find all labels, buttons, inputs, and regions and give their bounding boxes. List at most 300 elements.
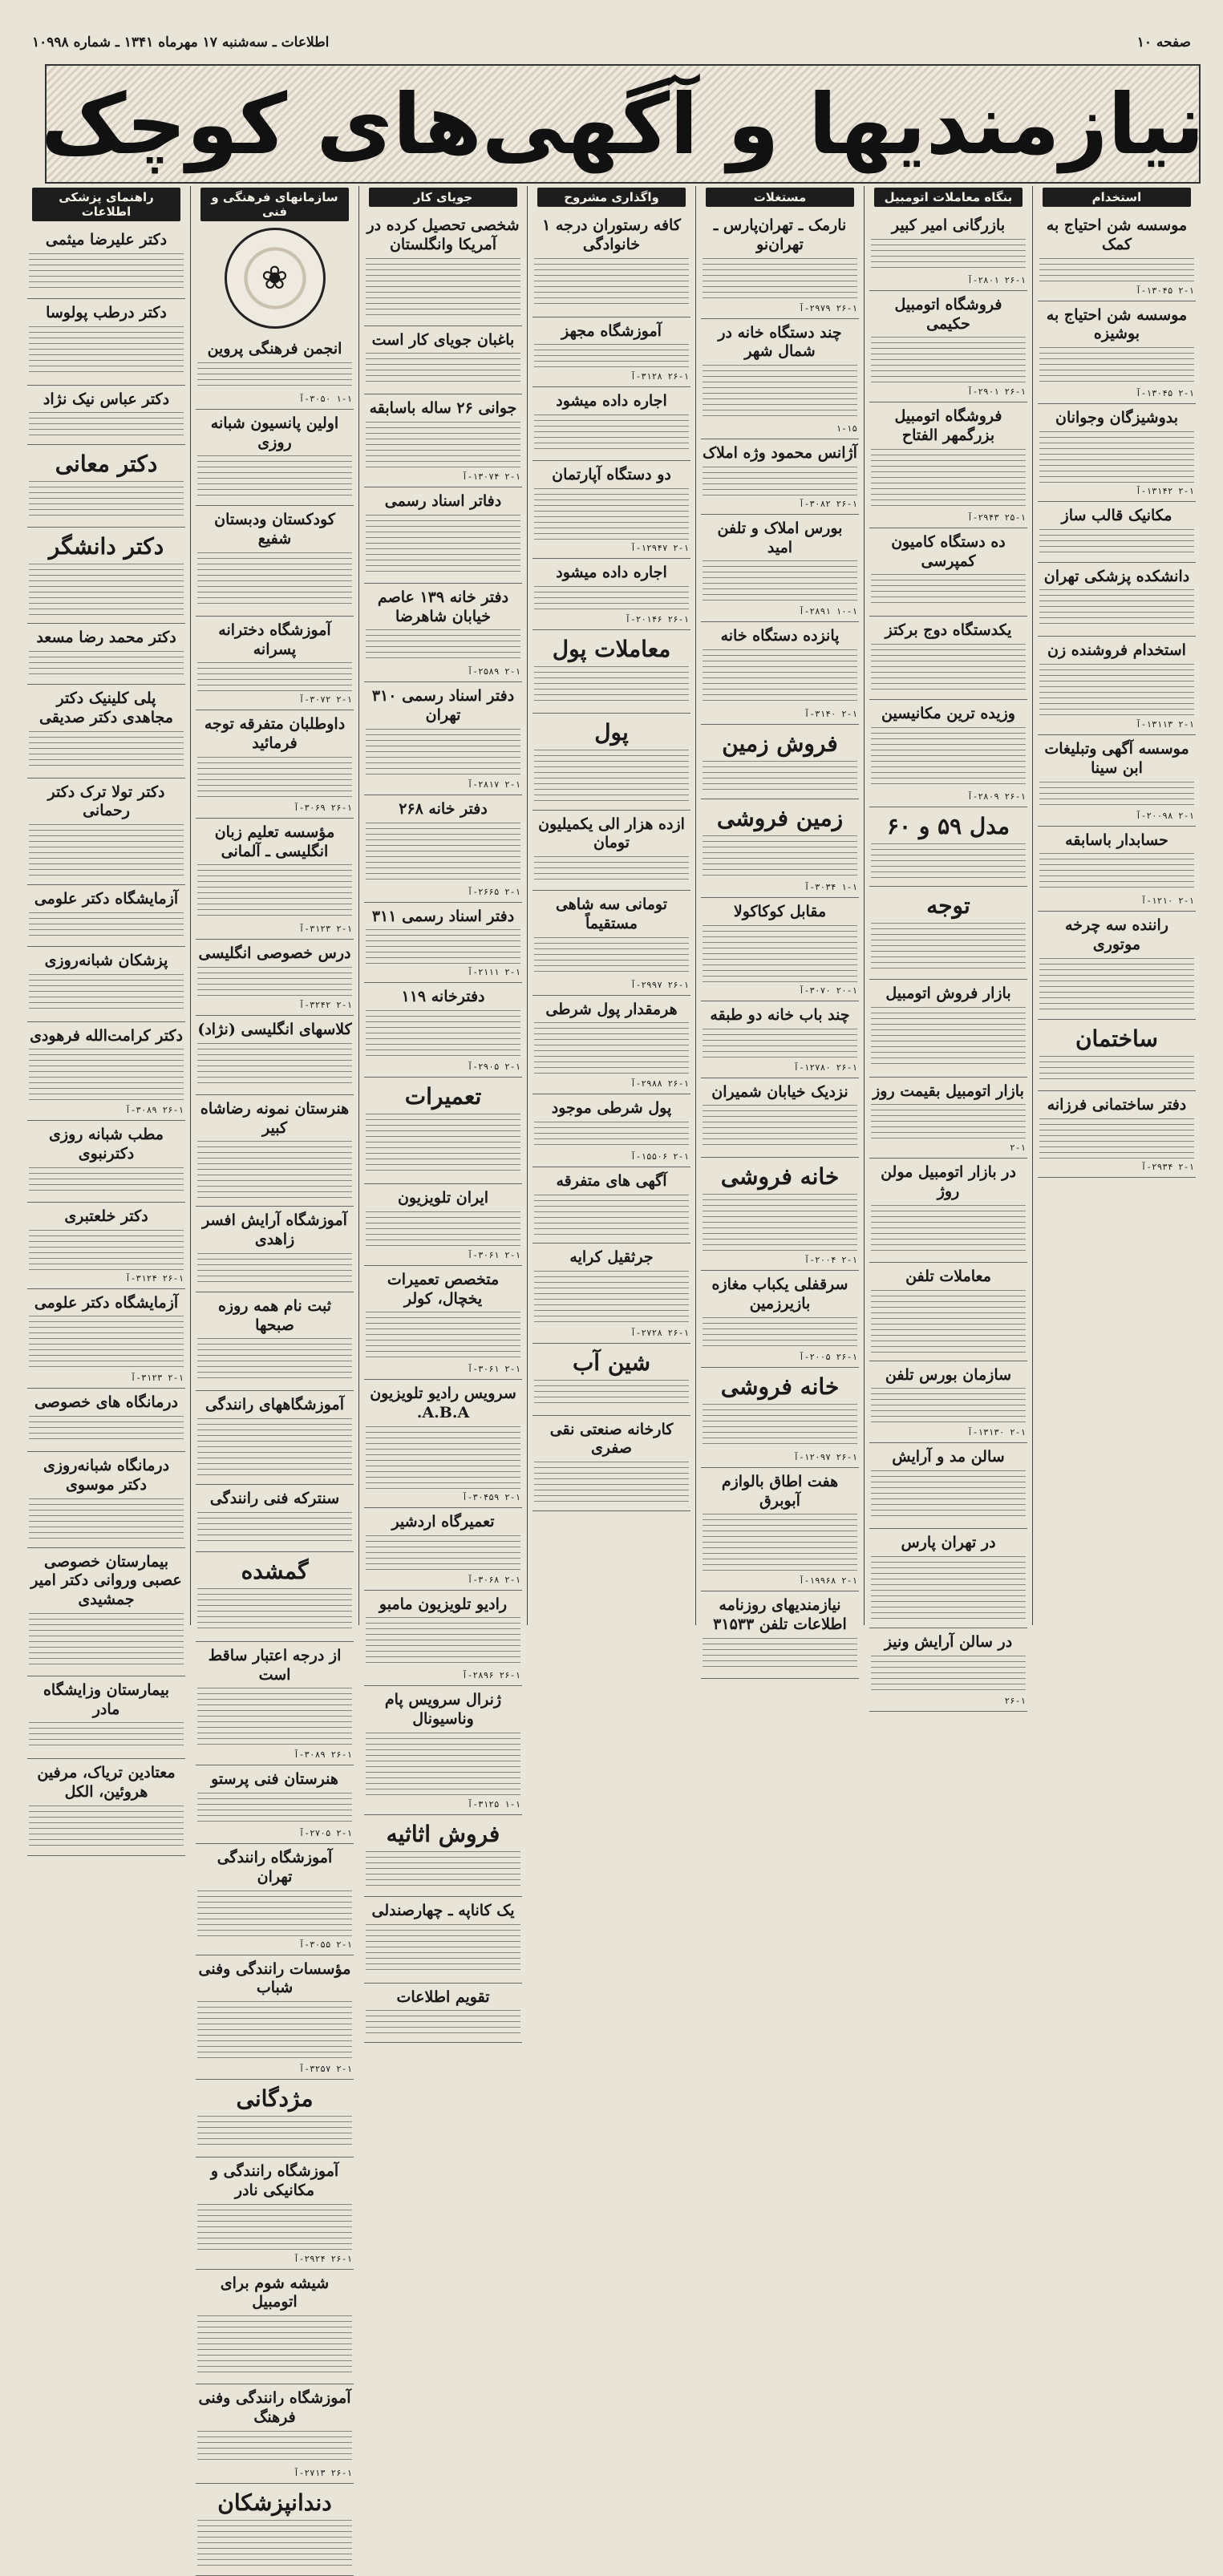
- ad-body-text: [29, 1613, 184, 1668]
- ad-title: موسسه شن احتیاج به بوشیزه: [1046, 305, 1188, 343]
- ad-title: حسابدار باسابقه: [1065, 831, 1168, 849]
- ad-title: نزدیک خیابان شمیران: [711, 1082, 848, 1101]
- ad-code: ۲-۱ ۲۵۸۹-آ: [467, 666, 520, 677]
- ad-title: سنترکه فنی رانندگی: [209, 1490, 340, 1507]
- ad-title: مژدگانی: [236, 2085, 314, 2112]
- ad-title: نارمک ـ تهران‌پارس ـ تهران‌نو: [713, 216, 847, 253]
- ad-body-text: [366, 422, 520, 468]
- column-heading: بنگاه معاملات اتومبیل: [874, 188, 1023, 207]
- ad-body-text: [534, 937, 689, 977]
- ad-body-text: [871, 843, 1026, 878]
- ad-body-text: [871, 1388, 1026, 1424]
- classified-ad: [701, 1271, 859, 1368]
- ad-body-text: [197, 2431, 352, 2465]
- ad-body-text: [29, 481, 184, 519]
- ad-body-text: [703, 560, 857, 603]
- ad-title: استخدام فروشنده زن: [1047, 641, 1186, 660]
- ad-title: تعمیرگاه اردشیر: [391, 1512, 495, 1531]
- classified-ad: [533, 1244, 690, 1344]
- ad-title: راننده سه چرخه موتوری: [1065, 916, 1168, 953]
- ad-code: ۲-۱: [1010, 1142, 1026, 1154]
- column-heading: واگذاری مشروح: [537, 188, 686, 207]
- classified-ad: [196, 506, 354, 617]
- ad-code: ۲-۱ ۳۱۲۳-آ: [130, 1373, 184, 1384]
- classified-ad: [869, 291, 1027, 403]
- classified-ad: [196, 1095, 354, 1207]
- ad-title: موسسه آگهی وتبلیغات ابن سینا: [1044, 740, 1189, 777]
- ad-title: دکتر عباس نیک نژاد: [43, 390, 170, 408]
- ad-body-text: [366, 1535, 520, 1571]
- ad-body-text: [534, 344, 689, 368]
- ad-body-text: [366, 729, 520, 776]
- ad-title: ژنرال سرویس پام وناسیونال: [384, 1691, 502, 1728]
- ad-title: فروشگاه اتومبیل حکیمی: [894, 295, 1002, 333]
- ad-column: [358, 186, 527, 2006]
- ad-title: مطب شبانه روزی دکترنبوی: [49, 1126, 164, 1163]
- ad-body-text: [534, 856, 689, 882]
- classified-ad: [701, 622, 859, 725]
- classified-ad: [196, 819, 354, 940]
- ad-code: ۲-۱ ۲۷۰۵-آ: [298, 1828, 352, 1838]
- column-heading: جویای کار: [369, 188, 517, 207]
- ad-title: دکتر درطب پولوسا: [46, 303, 167, 321]
- classified-ad: [364, 1266, 522, 1381]
- classified-ad: [869, 617, 1027, 700]
- ad-code: ۲-۱ ۲۹۳۴-آ: [1140, 1161, 1194, 1172]
- classified-ad: [27, 1548, 185, 1676]
- ad-title: چند باب خانه دو طبقه: [710, 1005, 850, 1024]
- classified-ad: [27, 778, 185, 886]
- ad-title: دکتر کرامت‌الله فرهودی: [30, 1026, 183, 1045]
- ad-title: هفت اطاق بالوازم آبوبرق: [721, 1472, 839, 1510]
- column-heading: استخدام: [1043, 188, 1191, 207]
- ad-body-text: [871, 644, 1026, 691]
- ad-column: [864, 186, 1032, 1706]
- ad-code: ۲-۱ ۳۰۶۸-آ: [467, 1574, 520, 1585]
- ad-title: اولین پانسیون شبانه روزی: [210, 414, 339, 451]
- ad-code: ۲۶-۱ ۱۲۷۸۰-آ: [793, 1062, 857, 1073]
- ad-body-text: [703, 1317, 857, 1349]
- ad-title: فروشگاه اتومبیل بزرگمهر الفتاح: [894, 407, 1002, 444]
- ad-body-text: [197, 757, 352, 799]
- ad-title: دفاتر اسناد رسمی: [384, 492, 502, 510]
- ad-title: معتادین تریاک، مرفین هروئین، الکل: [37, 1764, 176, 1801]
- classified-ad: [1038, 735, 1196, 827]
- classified-ad: [196, 2157, 354, 2270]
- ad-code: ۲-۱ ۲۶۶۵-آ: [467, 886, 520, 897]
- classified-ad: [533, 461, 690, 559]
- classified-ad: [533, 1416, 690, 1512]
- ad-body-text: [1039, 431, 1194, 483]
- classified-ad: [533, 630, 690, 714]
- ad-body-text: [1039, 782, 1194, 807]
- ad-body-text: [534, 1195, 689, 1235]
- ad-body-text: [871, 337, 1026, 383]
- ad-title: درمانگاه های خصوصی: [34, 1393, 179, 1412]
- ad-body-text: [197, 2001, 352, 2060]
- ad-title: شیشه شوم برای اتومبیل: [220, 2274, 330, 2311]
- ad-body-text: [29, 412, 184, 436]
- classified-ad: [27, 1452, 185, 1548]
- ad-title: آموزشگاه دخترانه پسرانه: [218, 621, 331, 658]
- ad-body-text: [197, 864, 352, 920]
- ad-column: [527, 186, 695, 1625]
- ad-title: پانزده دستگاه خانه: [720, 627, 840, 645]
- ad-code: ۲-۱ ۳۲۵۷-آ: [298, 2064, 352, 2074]
- ad-title: پول شرطی موجود: [551, 1099, 672, 1118]
- ad-body-text: [29, 1806, 184, 1847]
- ad-body-text: [197, 362, 352, 390]
- ad-title: مکانیک قالب ساز: [1061, 506, 1172, 524]
- classified-ad: [869, 1078, 1027, 1159]
- ad-body-text: [197, 2315, 352, 2376]
- ad-title: نیازمندیهای روزنامه اطلاعات تلفن ۳۱۵۳۳: [713, 1596, 847, 1633]
- ad-body-text: [29, 1416, 184, 1443]
- ad-title: دکتر تولا ترک دکتر رحمانی: [47, 783, 165, 820]
- ad-body-text: [197, 1338, 352, 1382]
- ad-code: ۲-۱ ۲۰۰۴-آ: [804, 1255, 857, 1266]
- ad-code: ۲۶-۱ ۲۸۹۶-آ: [462, 1670, 520, 1681]
- classified-ad: [1038, 212, 1196, 301]
- classified-ad: [701, 1078, 859, 1159]
- ad-title: فروش زمین: [722, 730, 838, 757]
- ad-title: آموزشگاه مجهز: [561, 321, 662, 340]
- classified-ad: [533, 387, 690, 461]
- classified-ad: [533, 317, 690, 388]
- column-heading: راهنمای پزشکی اطلاعات: [32, 188, 180, 221]
- ad-title: دندانپزشکان: [217, 2489, 332, 2516]
- ad-title: بازار فروش اتومبیل: [885, 984, 1011, 1002]
- ad-title: آموزشگاه رانندگی وفنی فرهنگ: [198, 2389, 351, 2426]
- ad-body-text: [29, 1049, 184, 1102]
- ad-title: معاملات پول: [552, 635, 671, 662]
- ad-title: دو دستگاه آپارتمان: [552, 466, 671, 483]
- ad-title: موسسه شن احتیاج به کمک: [1046, 216, 1188, 253]
- ad-body-text: [871, 923, 1026, 971]
- classified-ad: [869, 700, 1027, 807]
- classified-ad: [364, 1380, 522, 1508]
- ad-body-text: [366, 1114, 520, 1175]
- classified-ad: [869, 1529, 1027, 1628]
- ad-body-text: [703, 1105, 857, 1149]
- ad-body-text: [534, 1271, 689, 1324]
- ad-code: ۱-۱۵: [836, 423, 857, 434]
- ad-code: ۱-۱ ۳۱۲۵-آ: [467, 1798, 520, 1810]
- ad-body-text: [871, 727, 1026, 788]
- classified-ad: [533, 1167, 690, 1244]
- classified-ad: [27, 1022, 185, 1122]
- ad-title: آموزشگاه رانندگی تهران: [217, 1849, 333, 1886]
- classified-ad: [196, 2270, 354, 2385]
- ad-title: متخصص تعمیرات یخچال، کولر: [387, 1270, 500, 1308]
- column-heading: مستغلات: [706, 188, 854, 207]
- classified-ad: [869, 212, 1027, 291]
- classified-ad: [701, 515, 859, 623]
- ad-title: مدل ۵۹ و ۶۰: [887, 812, 1010, 839]
- ad-body-text: [703, 467, 857, 495]
- ad-title: کلاسهای انگلیسی (نژاد): [197, 1021, 352, 1038]
- ad-body-text: [534, 415, 689, 452]
- ad-title: کافه رستوران درجه ۱ خانوادگی: [542, 216, 681, 253]
- classified-ad: [27, 1289, 185, 1389]
- ad-title: زمین فروشی: [716, 805, 844, 831]
- ad-title: آزمایشگاه دکتر علومی: [34, 890, 179, 908]
- ad-body-text: [1039, 664, 1194, 716]
- ad-code: ۲-۱ ۱۳۰۴۵-آ: [1136, 388, 1194, 398]
- ad-code: ۲۶-۱ ۲۰۱۴۶-آ: [625, 613, 689, 625]
- ad-body-text: [366, 1733, 520, 1796]
- ad-title: آموزشگاه آرایش افسر زاهدی: [202, 1211, 347, 1248]
- ad-body-text: [1039, 589, 1194, 628]
- ad-body-text: [197, 455, 352, 497]
- classified-ad: [869, 887, 1027, 980]
- ad-title: مقابل کوکاکولا: [733, 903, 827, 920]
- ad-title: بورس املاک و تلفن امید: [717, 519, 843, 556]
- ad-code: ۲۶-۱ ۱۲۰۹۷-آ: [793, 1451, 857, 1462]
- ad-body-text: [366, 823, 520, 884]
- ad-title: دفتر خانه ۲۶۸: [399, 799, 488, 818]
- ad-body-text: [871, 1656, 1026, 1692]
- ad-body-text: [197, 2116, 352, 2149]
- ad-code: ۲-۱ ۳۱۴۰-آ: [804, 709, 857, 719]
- classified-ad: [869, 528, 1027, 617]
- classified-ad: [701, 1468, 859, 1592]
- classified-ad: [869, 807, 1027, 887]
- ad-code: ۲-۱ ۱۲۹۴۷-آ: [630, 542, 689, 553]
- ad-body-text: [366, 1312, 520, 1361]
- classified-ad: [196, 1207, 354, 1292]
- ad-title: سالن مد و آرایش: [892, 1448, 1005, 1466]
- classified-ad: [533, 1344, 690, 1416]
- ad-code: ۲۶-۱ ۲۷۲۸-آ: [630, 1327, 689, 1338]
- ad-code: ۲۶-۱ ۲۸۰۹-آ: [967, 791, 1026, 802]
- classified-ad: [196, 410, 354, 507]
- classified-ad: [27, 1676, 185, 1760]
- ad-code: ۲۰-۱ ۳۰۷۰-آ: [799, 985, 857, 996]
- ad-title: یکدستگاه دوج برکتز: [885, 621, 1012, 640]
- classified-ad: [1038, 827, 1196, 912]
- page-header-line: [32, 32, 1191, 53]
- culture-emblem-icon: ❀: [225, 228, 326, 329]
- ad-body-text: [366, 515, 520, 575]
- column-heading: سازمانهای فرهنگی و فنی: [200, 188, 349, 221]
- ad-code: ۲۶-۱ ۳۱۲۴-آ: [125, 1272, 184, 1284]
- classified-ad: [27, 386, 185, 446]
- ad-code: ۲-۱ ۱۹۹۶۸-آ: [799, 1575, 857, 1587]
- classified-ad: [364, 394, 522, 487]
- ad-body-text: [29, 974, 184, 1013]
- ad-body-text: [703, 1029, 857, 1059]
- classified-ad: [364, 1815, 522, 1897]
- ad-body-text: [534, 1462, 689, 1502]
- ad-body-text: [197, 662, 352, 691]
- ad-title: در بازار اتومبیل مولن روژ: [881, 1163, 1016, 1200]
- ad-title: آموزشگاه رانندگی و مکانیکی نادر: [210, 2162, 339, 2199]
- ad-title: رادیو تلویزیون مامبو: [379, 1595, 508, 1613]
- ad-body-text: [534, 666, 689, 705]
- ad-title: در سالن آرایش ونیز: [884, 1632, 1013, 1651]
- ad-code: ۱-۱ ۳۰۳۴-آ: [804, 882, 857, 892]
- classified-ad: [27, 528, 185, 624]
- ad-code: ۲۶-۱ ۲۷۱۳-آ: [294, 2467, 352, 2478]
- classified-ad: [869, 1361, 1027, 1444]
- classified-ad: [701, 319, 859, 440]
- ad-code: ۲-۱ ۱۳۱۱۳-آ: [1136, 719, 1194, 730]
- classified-ad: [533, 559, 690, 630]
- ad-code: ۲-۱ ۲۹۰۵-آ: [467, 1062, 520, 1072]
- ad-body-text: [366, 1426, 520, 1489]
- ad-body-text: [1039, 258, 1194, 282]
- ad-body-text: [197, 1141, 352, 1198]
- ad-code: ۲-۱ ۳۰۷۲-آ: [298, 694, 352, 706]
- ad-body-text: [703, 649, 857, 706]
- ad-title: وزیده ترین مکانیسین: [881, 705, 1015, 722]
- ad-body-text: [197, 1418, 352, 1476]
- classified-ad: [869, 1628, 1027, 1712]
- ad-title: مؤسسه تعلیم زبان انگلیسی ـ آلمانی: [214, 823, 335, 860]
- ad-title: اجاره داده میشود: [556, 392, 667, 410]
- classified-ad: [364, 584, 522, 683]
- ad-body-text: [29, 1722, 184, 1750]
- classified-ad: [196, 1016, 354, 1095]
- ad-body-text: [366, 1617, 520, 1667]
- ad-title: پزشکان شبانه‌روزی: [44, 951, 168, 969]
- ad-body-text: [366, 929, 520, 964]
- ad-title: دکتر علیرضا میثمی: [45, 231, 168, 249]
- ad-title: انجمن فرهنگی پروین: [207, 340, 342, 358]
- ad-title: درس خصوصی انگلیسی: [198, 944, 351, 963]
- classified-ad: [196, 1391, 354, 1485]
- ad-title: آموزشگاههای رانندگی: [205, 1396, 345, 1414]
- ad-title: توجه: [926, 892, 970, 919]
- ad-title: گمشده: [241, 1557, 309, 1584]
- ad-title: درمانگاه شبانه‌روزی دکتر موسوی: [43, 1457, 170, 1494]
- ad-body-text: [29, 1230, 184, 1270]
- banner-title: نیازمندیها و آگهی‌های کوچک: [41, 75, 1205, 173]
- ad-body-text: [197, 1043, 352, 1086]
- classified-ad: [1038, 404, 1196, 502]
- classified-ad: [27, 685, 185, 778]
- ad-body-text: [197, 2204, 352, 2250]
- ad-body-text: [703, 365, 857, 420]
- classified-ad: [701, 725, 859, 799]
- ad-body-text: [871, 1205, 1026, 1254]
- ad-title: آژانس محمود وژه املاک: [703, 444, 857, 462]
- ad-code: ۲۶-۱ ۲۹۲۴-آ: [294, 2253, 352, 2264]
- classified-ad: [196, 335, 354, 410]
- ad-body-text: [703, 835, 857, 879]
- ad-body-text: [871, 1104, 1026, 1139]
- ad-code: ۲-۱ ۱۳۱۳۰-آ: [967, 1427, 1026, 1438]
- classified-ad: [196, 2080, 354, 2157]
- classified-ad: [364, 1897, 522, 1984]
- ad-code: ۲۶-۱ ۳۱۲۸-آ: [630, 371, 689, 382]
- classified-ad: [364, 487, 522, 584]
- ad-code: ۲۶-۱ ۲۹۹۷-آ: [630, 979, 689, 990]
- classified-ad: [196, 1955, 354, 2081]
- ad-body-text: [366, 258, 520, 317]
- classified-ad: [701, 799, 859, 898]
- ad-body-text: [703, 1404, 857, 1449]
- ad-body-text: [871, 449, 1026, 509]
- classified-ad: [1038, 502, 1196, 563]
- ad-code: ۲۶-۱ ۲۹۷۹-آ: [799, 302, 857, 313]
- ad-code: ۲-۱ ۲۱۱۱-آ: [467, 967, 520, 978]
- classified-ad: [533, 811, 690, 892]
- ad-title: دفتر اسناد رسمی ۳۱۱: [371, 907, 515, 925]
- ad-title: کارخانه صنعتی نقی صفری: [549, 1420, 674, 1458]
- ad-title: خانه فروشی: [720, 1373, 840, 1400]
- classified-ad: [364, 903, 522, 984]
- ad-title: شخصی تحصیل کرده در آمریکا وانگلستان: [366, 216, 520, 253]
- ad-code: ۲-۱ ۳۰۶۱-آ: [467, 1249, 520, 1260]
- ad-title: تقویم اطلاعات: [396, 1988, 490, 2006]
- ad-body-text: [197, 967, 352, 997]
- classified-ad: [196, 1642, 354, 1766]
- ad-body-text: [197, 1253, 352, 1284]
- ad-body-text: [29, 1167, 184, 1194]
- ad-title: دکتر معانی: [55, 451, 158, 478]
- ad-title: یک کاناپه ـ چهارصندلی: [371, 1901, 515, 1919]
- classified-ad: [701, 1591, 859, 1679]
- ad-title: آگهی های متفرقه: [556, 1172, 667, 1190]
- classified-ad: [533, 891, 690, 996]
- classified-ad: [364, 795, 522, 903]
- ad-body-text: [29, 253, 184, 290]
- classified-ad: [533, 714, 690, 811]
- ad-code: ۲-۱ ۲۸۱۷-آ: [467, 778, 520, 790]
- ad-body-text: [1039, 853, 1194, 892]
- ad-body-text: [871, 1290, 1026, 1353]
- ad-title: دکتر دانشگر: [48, 533, 164, 560]
- classified-ad: [27, 947, 185, 1022]
- ad-body-text: [197, 1688, 352, 1746]
- classified-ad: [364, 326, 522, 395]
- classified-ad: [701, 1158, 859, 1271]
- ad-body-text: [871, 1556, 1026, 1620]
- ad-title: بدوشیزگان وجوانان: [1055, 409, 1179, 427]
- ad-body-text: [1039, 1118, 1194, 1159]
- classified-ad: [869, 402, 1027, 528]
- ad-title: ازده هزار الی یکمیلیون تومان: [538, 815, 685, 852]
- classified-ad: [1038, 1091, 1196, 1178]
- ad-code: ۲۶-۱: [1004, 1695, 1026, 1706]
- ad-body-text: [29, 564, 184, 615]
- ad-code: ۲۶-۱ ۳۰۶۹-آ: [294, 802, 352, 813]
- classified-ad: [364, 1591, 522, 1687]
- ad-title: اجاره داده میشود: [556, 563, 667, 581]
- ad-code: ۲-۱ ۳۰۴۵۹-آ: [462, 1491, 520, 1502]
- ad-title: سرقفلی یکباب مغازه بازیرزمین: [711, 1276, 848, 1312]
- ad-title: ده دستگاه کامیون کمپرسی: [891, 532, 1006, 570]
- ad-body-text: [366, 353, 520, 386]
- ad-title: پول: [594, 718, 629, 746]
- ad-title: خانه فروشی: [720, 1163, 840, 1191]
- ad-code: ۲-۱ ۲۰۰۹۸-آ: [1136, 810, 1194, 821]
- ad-body-text: [29, 326, 184, 377]
- classified-ad: [364, 1508, 522, 1591]
- ad-title: دانشکده پزشکی تهران: [1043, 567, 1190, 585]
- classified-ad: [701, 1001, 859, 1078]
- ad-title: دفتر خانه ۱۳۹ عاصم خیابان شاهرضا: [377, 588, 509, 625]
- page-number: صفحه ۱۰: [1136, 34, 1191, 51]
- classified-ad: [27, 445, 185, 528]
- classified-ad: [364, 1078, 522, 1184]
- ad-body-text: [703, 761, 857, 791]
- ad-title: بازرگانی امیر کبیر: [891, 216, 1006, 234]
- ad-title: ساختمان: [1075, 1025, 1159, 1052]
- ad-code: ۲۶-۱ ۲۹۰۱-آ: [967, 386, 1026, 398]
